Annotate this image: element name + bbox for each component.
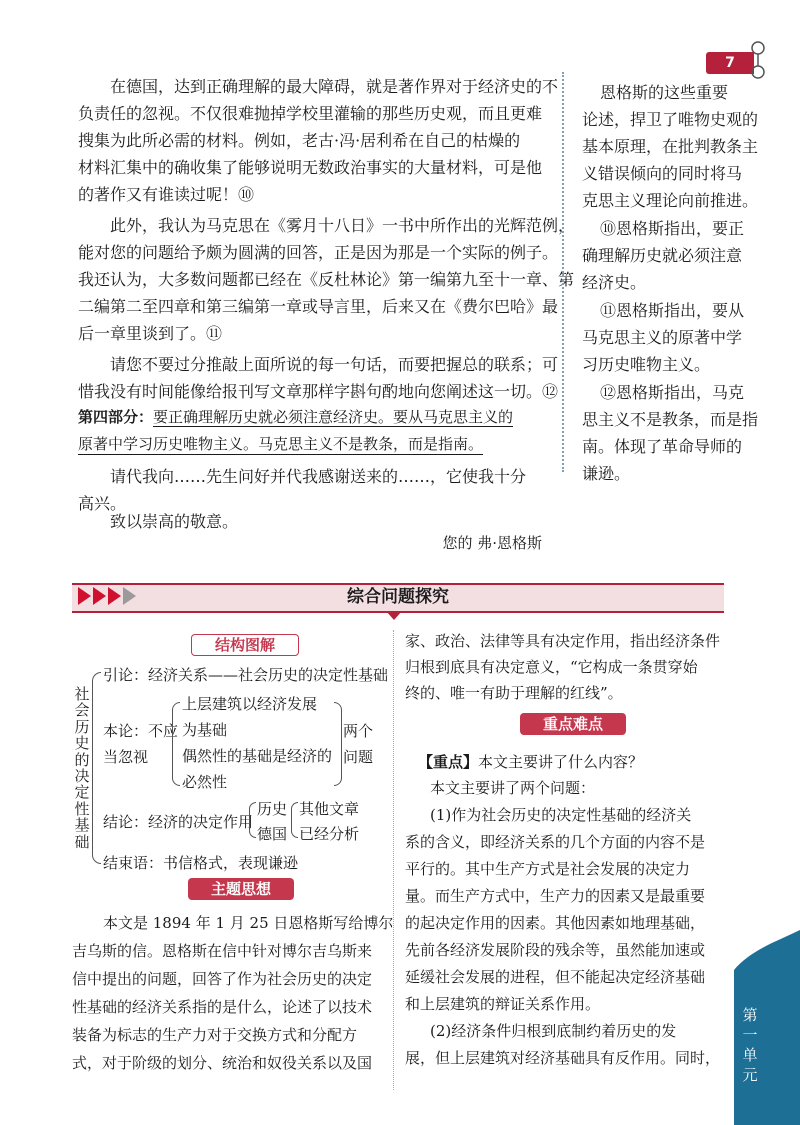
main-line: 在德国，达到正确理解的最大障碍，就是著作界对于经济史的不	[110, 77, 559, 96]
part4-line1: 要正确理解历史就必须注意经济史。要从马克思主义的	[153, 408, 514, 426]
note-line: 克思主义理论向前推进。	[582, 191, 759, 210]
theme-line: 本文是 1894 年 1 月 25 日恩格斯写给博尔	[103, 914, 394, 932]
answer-line: 平行的。其中生产方式是社会发展的决定力	[405, 860, 691, 878]
right-line: 归根到底具有决定意义，“它构成一条贯穿始	[405, 658, 698, 676]
main-line: 惜我没有时间能像给报刊写文章那样字斟句酌地向您阐述这一切。⑫	[78, 382, 559, 401]
diagram-sub2: 必然性	[182, 773, 228, 791]
closing-line: 致以崇高的敬意。	[110, 512, 239, 531]
main-line: 负责任的忽视。不仅很难抛掉学校里灌输的那些历史观，而且更难	[78, 104, 543, 123]
diagram-two-q: 两个	[343, 722, 374, 740]
banner-title: 综合问题探究	[347, 587, 449, 607]
diagram-ending: 结束语：书信格式，表现谦逊	[103, 854, 299, 872]
answer-line: 的起决定作用的因素。其他因素如地理基础，	[405, 914, 706, 932]
keypoint-text: 本文主要讲了什么内容？	[478, 753, 644, 771]
main-line: 请您不要过分推敲上面所说的每一句话，而要把握总的联系；可	[110, 355, 559, 374]
main-line: 此外，我认为马克思在《雾月十八日》一书中所作出的光辉范例，	[110, 216, 575, 235]
two-question-brace	[334, 702, 342, 786]
main-line: 后一章里谈到了。⑪	[78, 324, 223, 343]
main-line: 搜集为此所必需的材料。例如，老古·冯·居利希在自己的枯燥的	[78, 131, 521, 150]
diagram-sub1: 上层建筑以经济发展	[182, 695, 318, 713]
theme-line: 性基础的经济关系指的是什么，论述了以技术	[72, 998, 373, 1016]
keypoint-tag: 【重点】	[418, 753, 479, 771]
diagram-sub1: 为基础	[182, 721, 228, 739]
theme-title: 主题思想	[188, 878, 294, 900]
note-line: 基本原理，在批判教条主	[582, 137, 759, 156]
column-divider	[562, 72, 564, 472]
hist-brace	[291, 802, 298, 838]
main-line: 材料汇集中的确收集了能够说明无数政治事实的大量材料，可是他	[78, 158, 543, 177]
answer-line: 展，但上层建筑对经济基础具有反作用。同时，	[405, 1049, 721, 1067]
answer-line: 和上层建筑的辩证关系作用。	[405, 995, 601, 1013]
answer-line: (2)经济条件归根到底制约着历史的发	[430, 1022, 677, 1040]
diagram-germany: 德国	[257, 825, 288, 843]
theme-line: 装备为标志的生产力对于交换方式和分配方	[72, 1026, 358, 1044]
note-line: 确理解历史就必须注意	[582, 246, 743, 265]
diagram-hist: 历史	[257, 800, 288, 818]
keypoint-title: 重点难点	[520, 713, 626, 735]
diagram-vertical-title: 社会历史的决定性基础	[74, 685, 90, 851]
theme-line: 吉乌斯的信。恩格斯在信中针对博尔吉乌斯来	[72, 942, 373, 960]
answer-line: 系的含义，即经济关系的几个方面的内容不是	[405, 833, 706, 851]
note-line: 马克思主义的原著中学	[582, 328, 743, 347]
outer-brace	[92, 672, 101, 864]
answer-line: 先前各经济发展阶段的残余等，虽然能加速或	[405, 941, 706, 959]
diagram-body-label: 本论：不应	[103, 722, 179, 740]
diagram-intro: 引论：经济关系——社会历史的决定性基础	[103, 666, 389, 684]
note-line: 习历史唯物主义。	[582, 355, 711, 374]
main-line: 的著作又有谁读过呢！⑩	[78, 185, 255, 204]
note-line: 南。体现了革命导师的	[582, 437, 743, 456]
structure-title: 结构图解	[191, 634, 299, 656]
diagram-sub2: 偶然性的基础是经济的	[182, 747, 333, 765]
part4-label: 第四部分：	[78, 408, 154, 426]
banner-pointer-icon	[386, 611, 402, 620]
page-number: 7	[725, 55, 735, 71]
main-line: 能对您的问题给予颇为圆满的回答，正是因为那是一个实际的例子。	[78, 243, 559, 262]
body-brace	[172, 702, 180, 786]
part4-line2: 原著中学习历史唯物主义。马克思主义不是教条，而是指南。	[78, 435, 484, 453]
right-line: 家、政治、法律等具有决定作用，指出经济条件	[405, 632, 721, 650]
main-line: 我还认为，大多数问题都已经在《反杜林论》第一编第九至十一章、第	[78, 270, 575, 289]
answer-line: 延缓社会发展的进程，但不能起决定经济基础	[405, 968, 706, 986]
diagram-conclusion: 结论：经济的决定作用	[103, 813, 254, 831]
answer-line: 量。而生产方式中，生产力的因素又是最重要	[405, 887, 706, 905]
note-line: ⑫恩格斯指出，马克	[600, 383, 745, 402]
note-line: 论述，捍卫了唯物史观的	[582, 110, 759, 129]
signature: 您的 弗·恩格斯	[442, 534, 542, 552]
note-line: 经济史。	[582, 273, 647, 292]
conclusion-brace	[249, 802, 256, 838]
ornament-icon	[748, 40, 772, 80]
diagram-other: 其他文章	[299, 800, 360, 818]
note-line: ⑪恩格斯指出，要从	[600, 301, 745, 320]
closing-line: 请代我向……先生问好并代我感谢送来的……，它使我十分	[110, 467, 527, 486]
note-line: 恩格斯的这些重要	[600, 83, 729, 102]
part4-summary	[78, 406, 513, 427]
side-tab-label: 第一单元	[742, 1006, 758, 1084]
note-line: ⑩恩格斯指出，要正	[600, 219, 745, 238]
answer-line: (1)作为社会历史的决定性基础的经济关	[430, 806, 692, 824]
right-line: 终的、唯一有助于理解的红线”。	[405, 684, 623, 702]
keypoint-question	[418, 751, 643, 772]
theme-line: 信中提出的问题，回答了作为社会历史的决定	[72, 970, 373, 988]
diagram-two-q: 问题	[343, 748, 374, 766]
main-line: 二编第二至四章和第三编第一章或导言里，后来又在《费尔巴哈》最	[78, 297, 559, 316]
diagram-body-label: 当忽视	[103, 748, 149, 766]
answer-line: 本文主要讲了两个问题：	[430, 779, 596, 797]
note-line: 义错误倾向的同时将马	[582, 164, 743, 183]
note-line: 谦逊。	[582, 464, 631, 483]
column-divider	[393, 630, 394, 1090]
closing-line: 高兴。	[78, 494, 127, 513]
diagram-analyzed: 已经分析	[299, 825, 360, 843]
theme-line: 式，对于阶级的划分、统治和奴役关系以及国	[72, 1054, 373, 1072]
note-line: 思主义不是教条，而是指	[582, 410, 759, 429]
